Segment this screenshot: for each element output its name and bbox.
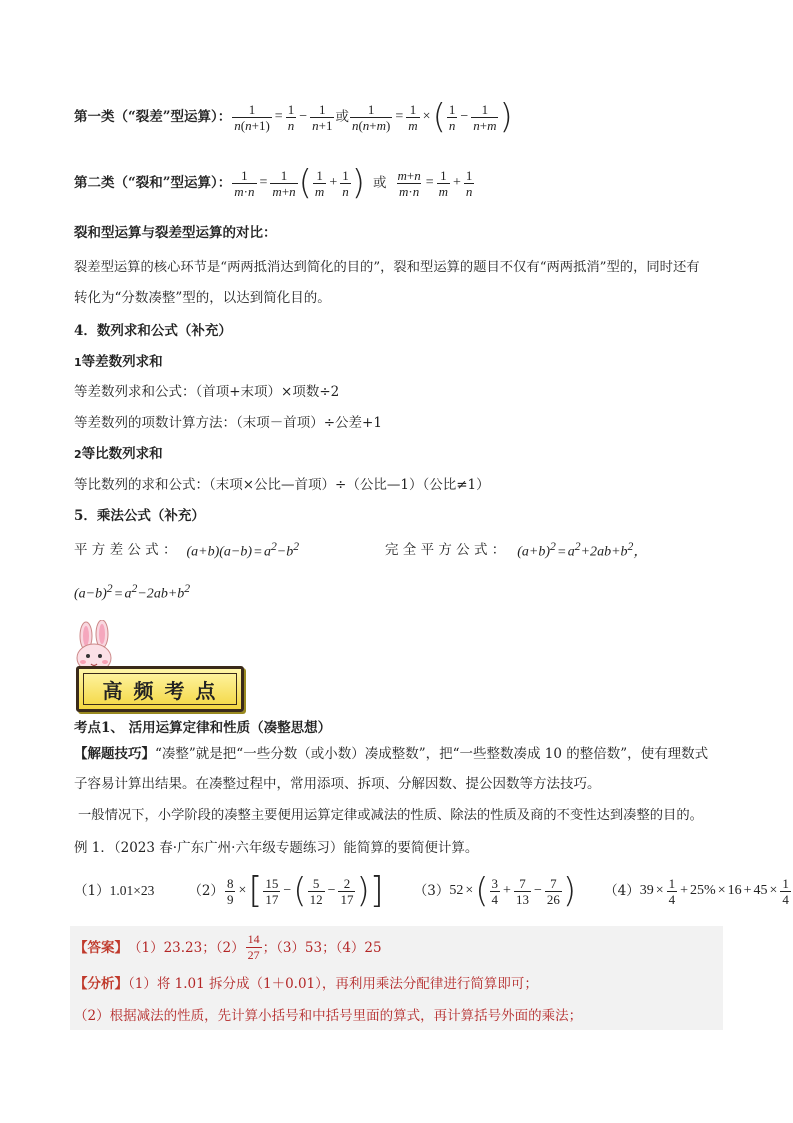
problem2-expression: $\frac{8}{9}$ × [ $\frac{15}{17}$ − ( $\frac{5}{12}$ − $\frac{2}{17}$ ) ] — [226, 870, 384, 911]
answer-part1: （1）23.23；（2） — [128, 939, 245, 956]
section5-heading: 5．乘法公式（补充） — [74, 508, 205, 524]
formula1-label: 第一类（“裂差”型运算）： — [74, 109, 232, 125]
problem4-expression: 39 × $\frac{1}{4}$ + 25% × 16 + 45 × $\frac{1}{4}$ — [639, 875, 789, 907]
answer-fraction: $\frac{14}{27}$ — [247, 932, 260, 962]
analysis-line1: 【分析】（1）将 1.01 拆分成（1＋0.01），再利用乘法分配律进行简算即可； — [74, 976, 538, 992]
perfect-square-formula: 完 全 平 方 公 式 ： $(a+b)^2 = a^2+2ab+b^2$， — [385, 540, 648, 560]
example-heading: 例 1．（2023 春·广东广州·六年级专题练习）能简算的要简便计算。 — [74, 840, 479, 856]
high-frequency-banner — [70, 620, 245, 712]
comparison-paragraph-line1: 裂差型运算的核心环节是“两两抵消达到简化的目的”，裂和型运算的题目不仅有“两两抵消”型的，同时还有 — [74, 260, 700, 275]
formula1-or: 或 — [335, 109, 349, 125]
circled-2-marker: 2 — [74, 448, 82, 461]
banner-title: 高 频 考 点 — [102, 678, 218, 703]
arithmetic-sum-subheading: 1等差数列求和 — [74, 354, 163, 370]
geometric-sum-formula: 等比数列的求和公式：（末项×公比—首项）÷（公比—1）（公比≠1） — [74, 477, 490, 493]
diff-of-squares-formula: 平 方 差 公 式 ： $(a+b)(a-b) = a^2-b^2$ — [74, 540, 300, 560]
formula2-alt-expression: $\frac{m+n}{m\cdot n}$ = $\frac{1}{m}$ + $\frac{1}{n}$ — [397, 167, 473, 199]
banner-box — [76, 666, 244, 712]
section4-heading: 4．数列求和公式（补充） — [74, 323, 232, 339]
diff-of-squares-label: 平 方 差 公 式 ： — [74, 542, 177, 559]
tip-label: 【解题技巧】 — [74, 746, 155, 762]
problem1-expression: 1.01×23 — [109, 883, 155, 898]
split-difference-formula — [74, 97, 513, 137]
tip-line2: 子容易计算出结果。在凑整过程中，常用添项、拆项、分解因数、提公因数等方法技巧。 — [74, 776, 601, 792]
perfect-square-minus-formula: $(a-b)^2 = a^2-2ab+b^2$ — [74, 582, 191, 602]
problem4-label: （4） — [604, 883, 640, 899]
problem3-label: （3） — [413, 883, 450, 899]
problem2-label: （2） — [188, 883, 224, 899]
split-sum-formula — [74, 163, 475, 203]
tip-line3: 一般情况下，小学阶段的凑整主要便用运算定律或减法的性质、除法的性质及商的不变性达到凑整的目的。 — [78, 808, 703, 823]
arithmetic-count-formula: 等差数列的项数计算方法：（末项－首项）÷公差+1 — [74, 415, 382, 431]
formula1-alt-expression: $\frac{1}{n(n+m)}$ = $\frac{1}{m}$ × ( $\frac{1}{n}$ − $\frac{1}{n+m}$ ) — [351, 97, 513, 137]
tip-line1: 【解题技巧】“凑整”就是把“一些分数（或小数）凑成整数”，把“一些整数凑成 10 的整倍数”，使有理数式 — [74, 746, 709, 762]
problem1-label: （1） — [74, 883, 110, 899]
geometric-sum-subheading: 2等比数列求和 — [74, 446, 163, 462]
circled-1-marker: 1 — [74, 356, 82, 369]
comparison-heading: 裂和型运算与裂差型运算的对比： — [74, 225, 277, 241]
formula2-or: 或 — [372, 175, 387, 191]
formula2-expression: $\frac{1}{m\cdot n}$ = $\frac{1}{m+n}$ ( $\frac{1}{m}$ + $\frac{1}{n}$ ) — [234, 163, 365, 203]
answer-label: 【答案】 — [74, 939, 128, 956]
formula2-label: 第二类（“裂和”型运算）： — [74, 175, 232, 191]
perfect-square-label: 完 全 平 方 公 式 ： — [385, 542, 506, 559]
kaodian-title: 考点1、 活用运算定律和性质（凑整思想） — [74, 720, 332, 736]
formula1-expression: $\frac{1}{n(n+1)}$ = $\frac{1}{n}$ − $\frac{1}{n+1}$ — [234, 101, 333, 133]
analysis-label: 【分析】 — [74, 976, 128, 992]
arithmetic-sum-formula: 等差数列求和公式：（首项+末项）×项数÷2 — [74, 384, 340, 400]
analysis-line2: （2）根据减法的性质，先计算小括号和中括号里面的算式，再计算括号外面的乘法； — [74, 1008, 583, 1024]
comparison-paragraph-line2: 转化为“分数凑整”型的，以达到简化目的。 — [74, 290, 331, 306]
answer-line — [74, 932, 382, 963]
problem-row — [74, 870, 789, 911]
answer-part2: ；（3）53；（4）25 — [262, 939, 382, 956]
problem3-expression: 52 × ( $\frac{3}{4}$ + $\frac{7}{13}$ − $\frac{7}{26}$ ) — [449, 871, 577, 911]
